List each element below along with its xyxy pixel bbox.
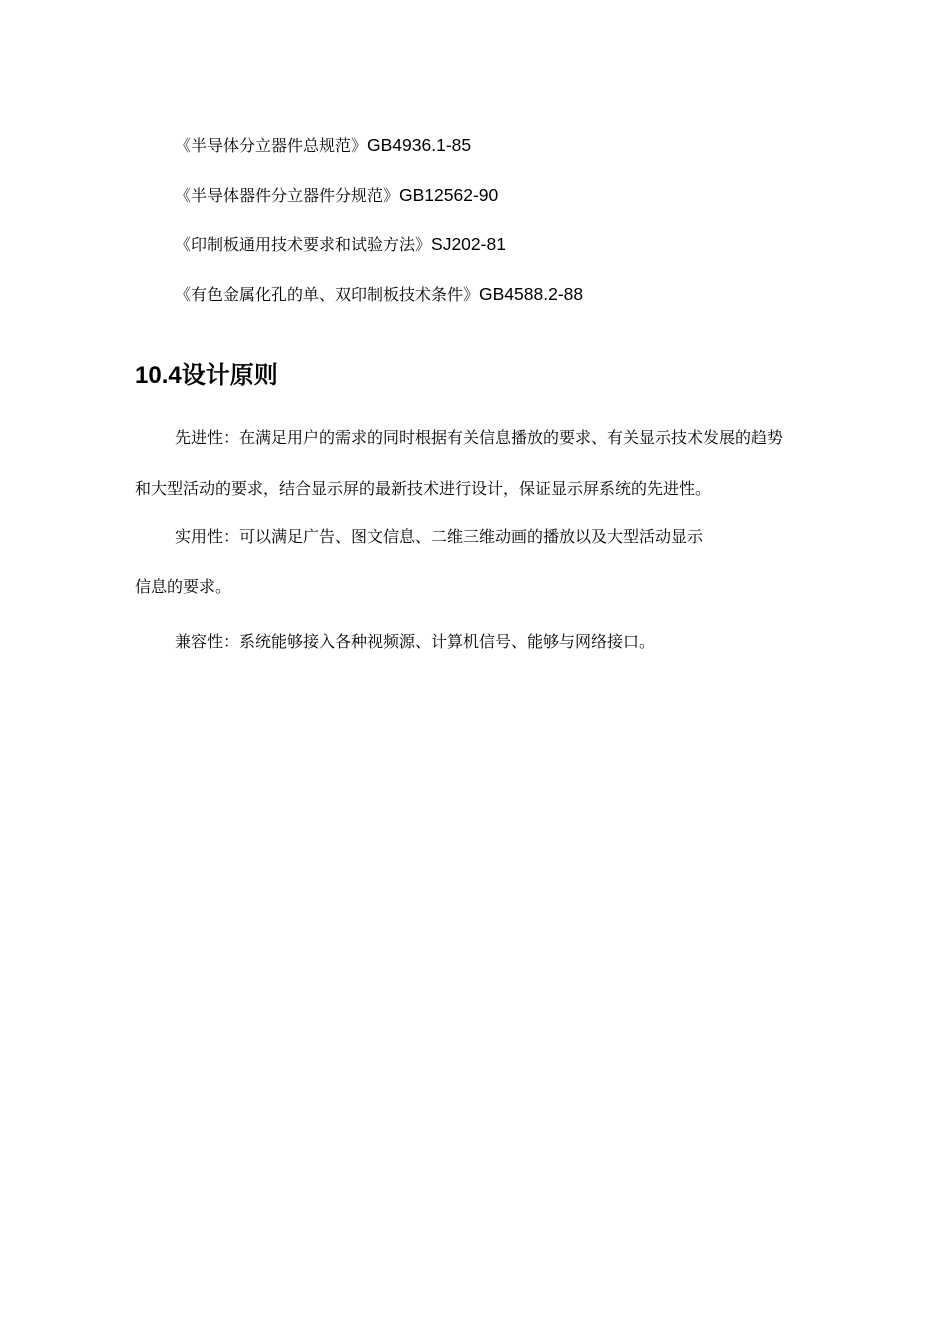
reference-code: SJ202-81 (431, 234, 506, 254)
paragraph-practical-line-2: 信息的要求。 (135, 577, 232, 596)
reference-title: 《半导体器件分立器件分规范》 (175, 186, 400, 205)
reference-title: 《印制板通用技术要求和试验方法》 (175, 235, 432, 254)
reference-title: 《有色金属化孔的单、双印制板技术条件》 (175, 285, 480, 304)
reference-code: GB4936.1-85 (367, 135, 472, 155)
reference-title: 《半导体分立器件总规范》 (175, 136, 368, 155)
reference-item (175, 233, 506, 256)
paragraph-practical-line-1: 实用性：可以满足广告、图文信息、二维三维动画的播放以及大型活动显示 (175, 527, 704, 546)
reference-code: GB12562-90 (399, 185, 499, 205)
paragraph-compatible-line-1: 兼容性：系统能够接入各种视频源、计算机信号、能够与网络接口。 (175, 632, 656, 651)
reference-item (175, 283, 583, 306)
section-number: 10.4 (135, 362, 182, 389)
section-heading (135, 358, 278, 393)
paragraph-advanced-line-2: 和大型活动的要求，结合显示屏的最新技术进行设计，保证显示屏系统的先进性。 (135, 479, 712, 498)
paragraph-advanced-line-1: 先进性：在满足用户的需求的同时根据有关信息播放的要求、有关显示技术发展的趋势 (175, 428, 784, 447)
reference-code: GB4588.2-88 (479, 284, 584, 304)
section-title: 设计原则 (181, 361, 278, 389)
reference-item (175, 134, 471, 157)
reference-item (175, 184, 498, 207)
